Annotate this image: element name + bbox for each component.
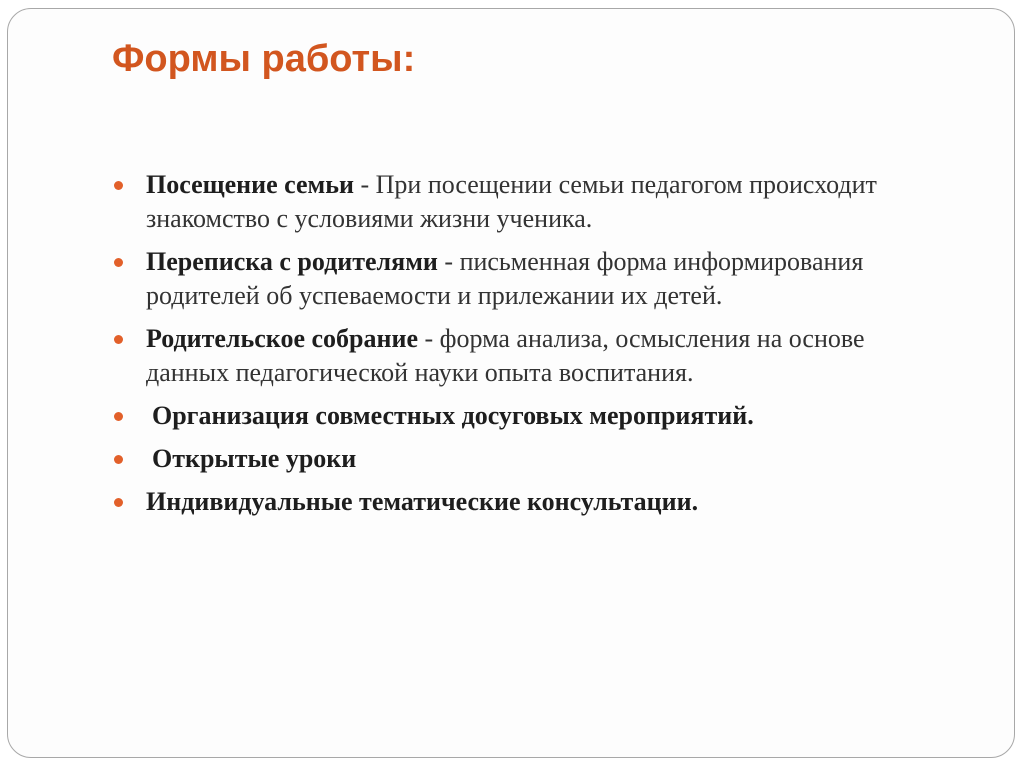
item-description: форма анализа, осмысления на основе данных педагогической науки опыта воспитания. [146,324,865,387]
item-term: Посещение семьи [146,170,354,199]
item-term: Организация совместных досуговых мероприятий. [152,401,754,430]
bullet-dot-icon [114,335,123,344]
item-term: Родительское собрание [146,324,418,353]
item-separator: - [417,324,440,353]
bullet-dot-icon [114,412,123,421]
bullet-dot-icon [114,498,123,507]
item-description: письменная форма информирования родителей об успеваемости и прилежании их детей. [146,247,864,310]
bullet-list [112,168,952,528]
bullet-dot-icon [114,181,123,190]
list-item [112,442,952,476]
list-item [112,168,952,236]
item-term: Открытые уроки [152,444,357,473]
bullet-dot-icon [114,258,123,267]
item-separator: - [437,247,460,276]
list-item [112,485,952,519]
item-separator: - [353,170,376,199]
item-description: При посещении семьи педагогом происходит знакомство с условиями жизни ученика. [146,170,877,233]
slide-title: Формы работы: [112,38,416,80]
list-item [112,322,952,390]
list-item [112,245,952,313]
list-item [112,399,952,433]
bullet-dot-icon [114,455,123,464]
item-term: Индивидуальные тематические консультации. [146,487,699,516]
item-term: Переписка с родителями [146,247,438,276]
